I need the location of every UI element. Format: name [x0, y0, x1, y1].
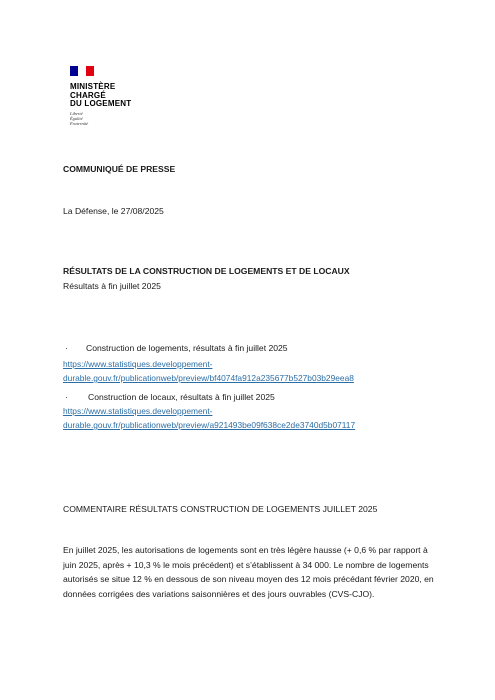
- motto-line: Fraternité: [70, 120, 89, 126]
- document-subtitle: Résultats à fin juillet 2025: [63, 281, 161, 291]
- link-housing-url-2[interactable]: durable.gouv.fr/publicationweb/preview/bf4074fa912a235677b527b03b29eea8: [63, 373, 354, 383]
- document-title: RÉSULTATS DE LA CONSTRUCTION DE LOGEMENTS ET DE LOCAUX: [63, 266, 350, 276]
- ministry-name-line: CHARGÉ: [70, 90, 106, 100]
- ministry-name-line: MINISTÈRE: [70, 82, 116, 91]
- link-premises-url-1[interactable]: https://www.statistiques.developpement-: [63, 406, 213, 416]
- link-premises-url-2[interactable]: durable.gouv.fr/publicationweb/preview/a921493be09f638ce2de3740d5b07117: [63, 420, 356, 430]
- dateline: La Défense, le 27/08/2025: [63, 206, 164, 216]
- link-label-premises: Construction de locaux, résultats à fin juillet 2025: [88, 392, 275, 402]
- comment-paragraph: En juillet 2025, les autorisations de logements sont en très légère hausse (+ 0,6 % par rapport à juin 2025, après + 10,3 % le mois précédent) et s’établissent à 34 000. Le nombre de logements autorisés se situe 12 % en dessous de son niveau moyen des 12 mois précédant février 2020, en données corrigées des variations saisonnières et des jours ouvrables (CVS-CJO).: [63, 545, 434, 599]
- republic-motto: [70, 111, 180, 127]
- link-housing-url-1[interactable]: https://www.statistiques.developpement-: [63, 359, 213, 369]
- motto-line: Liberté: [70, 110, 83, 116]
- press-label: COMMUNIQUÉ DE PRESSE: [63, 164, 176, 174]
- list-bullet: ·: [65, 392, 68, 402]
- ministry-name-line: DU LOGEMENT: [70, 99, 132, 108]
- list-bullet: ·: [65, 343, 68, 353]
- link-label-housing: Construction de logements, résultats à fin juillet 2025: [86, 343, 288, 353]
- comment-heading: COMMENTAIRE RÉSULTATS CONSTRUCTION DE LOGEMENTS JUILLET 2025: [63, 504, 378, 514]
- ministry-name: [70, 83, 180, 109]
- ministry-logo: [70, 64, 180, 126]
- marianne-flag-icon: [70, 66, 94, 80]
- motto-line: Égalité: [70, 115, 83, 121]
